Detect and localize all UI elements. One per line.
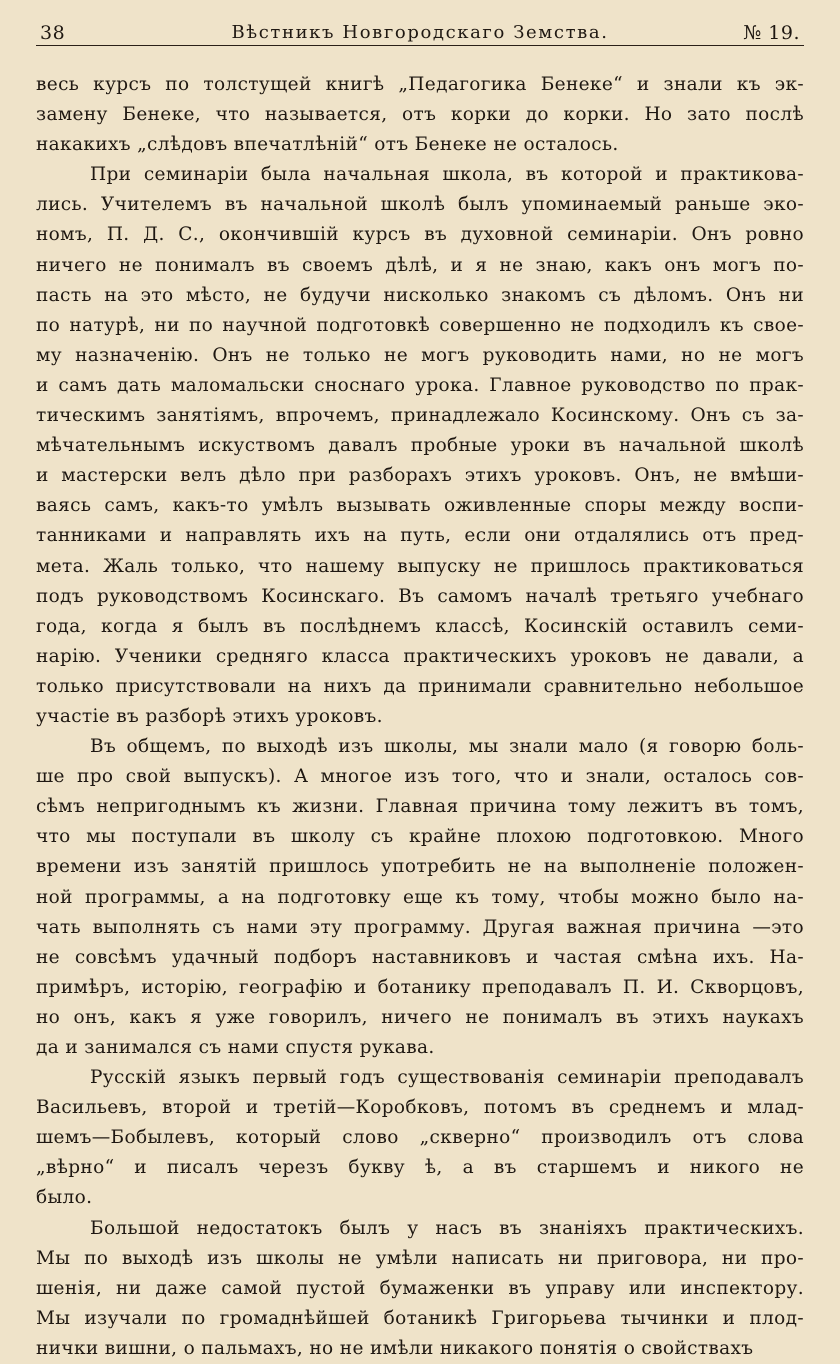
text-line: пасть на это мѣсто, не будучи нисколько знакомъ съ дѣломъ. Онъ ни [36,284,804,306]
page-number: 38 [40,22,66,44]
text-line: не совсѣмъ удачный подборъ наставниковъ и частая смѣна ихъ. На- [36,946,804,968]
text-line: тическимъ занятіямъ, впрочемъ, принадлежало Косинскому. Онъ съ за- [36,405,804,427]
text-line: но онъ, какъ я уже говорилъ, ничего не понималъ въ этихъ наукахъ [36,1006,804,1028]
issue-number: № 19. [743,22,800,44]
body-text [36,70,804,1364]
text-line: по натурѣ, ни по научной подготовкѣ совершенно не подходилъ къ свое- [36,314,804,336]
paragraph [36,160,804,732]
text-line: только присутствовали на нихъ да принимали сравнительно небольшое [36,675,804,697]
text-line: лись. Учителемъ въ начальной школѣ былъ упоминаемый раньше эко- [36,194,804,216]
text-line: чать выполнять съ нами эту программу. Другая важная причина —это [36,916,804,938]
text-line: ше про свой выпускъ). А многое изъ того, что и знали, осталось сов- [36,766,804,788]
text-line: номъ, П. Д. С., окончившій курсъ въ духовной семинаріи. Онъ ровно [36,224,804,246]
text-line: При семинаріи была начальная школа, въ которой и практикова- [90,164,804,186]
paragraph [36,1214,804,1364]
text-line: времени изъ занятій пришлось употребить не на выполненіе положен- [36,856,804,878]
text-line: участіе въ разборѣ этихъ уроковъ. [36,705,383,727]
paragraph [36,70,804,160]
text-line: шенія, ни даже самой пустой бумаженки въ управу или инспектору. [36,1277,804,1299]
page-header [36,18,804,48]
text-line: Васильевъ, второй и третій—Коробковъ, потомъ въ среднемъ и млад- [36,1097,804,1119]
paragraph [36,1063,804,1213]
text-line: года, когда я былъ въ послѣднемъ классѣ, Косинскій оставилъ семи- [36,615,804,637]
text-line: Въ общемъ, по выходѣ изъ школы, мы знали мало (я говорю боль- [90,736,804,758]
text-line: да и занимался съ нами спустя рукава. [36,1037,435,1058]
text-line: Мы по выходѣ изъ школы не умѣли написать ни приговора, ни про- [36,1247,804,1269]
text-line: ничего не понималъ въ своемъ дѣлѣ, и я не знаю, какъ онъ могъ по- [36,254,804,276]
text-line: му назначенію. Онъ не только не могъ руководить нами, но не могъ [36,344,804,366]
text-line: сѣмъ непригоднымъ къ жизни. Главная причина тому лежитъ въ томъ, [36,796,804,818]
text-line: мета. Жаль только, что нашему выпуску не пришлось практиковаться [36,555,804,577]
text-line: мѣчательнымъ искуствомъ давалъ пробные уроки въ начальной школѣ [36,435,804,457]
text-line: шемъ—Бобылевъ, который слово „скверно“ производилъ отъ слова [36,1127,804,1149]
text-line: „вѣрно“ и писалъ черезъ букву ѣ, а въ старшемъ и никого не [36,1157,804,1179]
text-line: ной программы, а на подготовку еще къ тому, чтобы можно было на- [36,886,804,908]
text-line: что мы поступали въ школу съ крайне плохою подготовкою. Много [36,826,804,848]
text-line: Мы изучали по громаднѣйшей ботаникѣ Григорьева тычинки и плод- [36,1307,804,1329]
text-line: и самъ дать маломальски сноснаго урока. Главное руководство по прак- [36,374,804,396]
text-line: ваясь самъ, какъ-то умѣлъ вызывать оживленные споры между воспи- [36,495,804,517]
text-line: весь курсъ по толстущей книгѣ „Педагогика Бенеке“ и знали къ эк- [36,74,804,95]
text-line: подъ руководствомъ Косинскаго. Въ самомъ началѣ третьяго учебнаго [36,585,804,607]
header-rule [36,45,804,46]
journal-title: Вѣстникъ Новгородскаго Земства. [231,22,609,43]
text-line: Большой недостатокъ былъ у насъ въ знаніяхъ практическихъ. [90,1217,804,1239]
text-line: примѣръ, исторію, географію и ботанику преподавалъ П. И. Скворцовъ, [36,976,804,998]
text-line: замену Бенеке, что называется, отъ корки до корки. Но зато послѣ [36,104,804,126]
text-line: было. [36,1187,93,1209]
text-line: и мастерски велъ дѣло при разборахъ этихъ уроковъ. Онъ, не вмѣши- [36,465,804,487]
text-line: Русскій языкъ первый годъ существованія семинаріи преподавалъ [90,1067,804,1089]
text-line: танниками и направлять ихъ на путь, если они отдалялись отъ пред- [36,525,804,547]
text-line: накакихъ „слѣдовъ впечатлѣній“ отъ Бенеке не осталось. [36,134,619,156]
text-line: нарію. Ученики средняго класса практическихъ уроковъ не давали, а [36,645,804,667]
text-line: нички вишни, о пальмахъ, но не имѣли никакого понятія о свойствахъ [36,1337,754,1359]
paragraph [36,732,804,1063]
